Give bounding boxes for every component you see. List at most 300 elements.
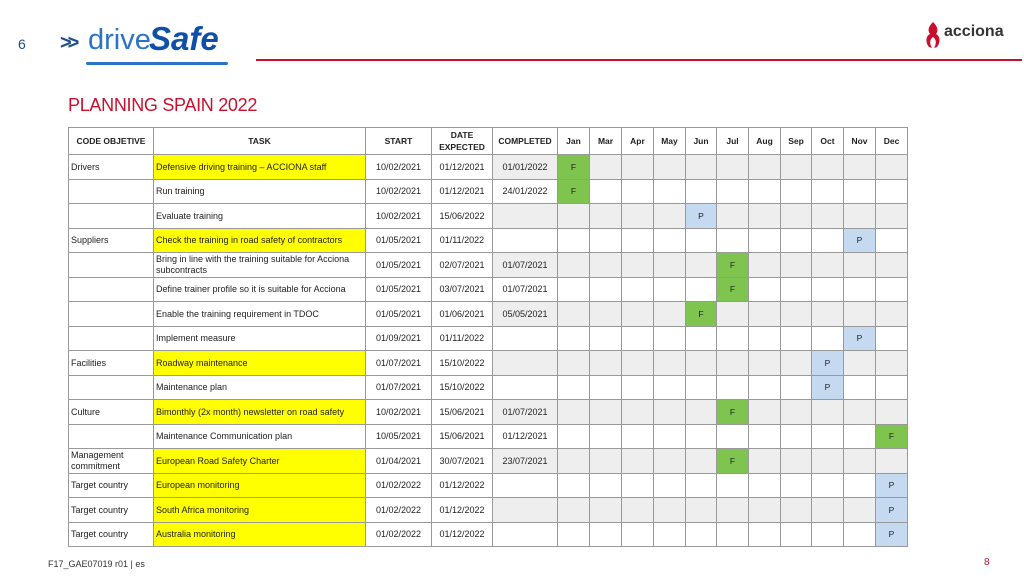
month-cell: [717, 473, 749, 498]
task-cell: Implement measure: [154, 326, 366, 351]
month-cell: [749, 253, 781, 278]
table-row: [69, 326, 908, 351]
start-cell: 10/02/2021: [366, 155, 432, 180]
page-title: PLANNING SPAIN 2022: [68, 95, 258, 115]
status-mark-planned: P: [812, 351, 844, 376]
month-cell: [876, 228, 908, 253]
month-cell: [558, 498, 590, 523]
expected-cell: 01/06/2021: [432, 302, 493, 327]
col-header-completed: COMPLETED: [493, 128, 558, 155]
page-number: 6: [18, 36, 26, 52]
month-cell: [686, 351, 717, 376]
month-cell: [686, 400, 717, 425]
status-mark-planned: P: [876, 522, 908, 547]
month-cell: [781, 400, 812, 425]
col-header-month-dec: Dec: [876, 128, 908, 155]
month-cell: [590, 473, 622, 498]
col-header-month-mar: Mar: [590, 128, 622, 155]
month-cell: [686, 424, 717, 449]
code-cell: Target country: [69, 498, 154, 523]
month-cell: [844, 204, 876, 229]
expected-cell: 15/06/2021: [432, 400, 493, 425]
month-cell: [686, 473, 717, 498]
month-cell: [844, 253, 876, 278]
task-cell: Enable the training requirement in TDOC: [154, 302, 366, 327]
month-cell: [844, 424, 876, 449]
month-cell: [781, 253, 812, 278]
month-cell: [749, 522, 781, 547]
month-cell: [590, 155, 622, 180]
start-cell: 10/02/2021: [366, 179, 432, 204]
month-cell: [876, 449, 908, 474]
month-cell: [558, 375, 590, 400]
footer-doc-code: F17_GAE07019 r01 | es: [48, 559, 145, 569]
month-cell: [558, 326, 590, 351]
month-cell: [749, 424, 781, 449]
month-cell: [749, 326, 781, 351]
header-row: [69, 128, 908, 155]
task-cell: Bimonthly (2x month) newsletter on road safety: [154, 400, 366, 425]
expected-cell: 15/06/2021: [432, 424, 493, 449]
table-row: [69, 204, 908, 229]
month-cell: [686, 326, 717, 351]
header-divider: [256, 59, 1022, 61]
month-cell: [622, 449, 654, 474]
month-cell: [717, 424, 749, 449]
task-cell: Maintenance plan: [154, 375, 366, 400]
logo-underline: [86, 62, 228, 65]
month-cell: [686, 228, 717, 253]
month-cell: [590, 228, 622, 253]
month-cell: [781, 277, 812, 302]
month-cell: [812, 424, 844, 449]
month-cell: [876, 204, 908, 229]
month-cell: [876, 277, 908, 302]
month-cell: [749, 498, 781, 523]
month-cell: [749, 277, 781, 302]
planning-table-body: [69, 155, 908, 547]
month-cell: [812, 449, 844, 474]
month-cell: [622, 351, 654, 376]
month-cell: [844, 302, 876, 327]
month-cell: [558, 302, 590, 327]
acciona-wordmark: acciona: [944, 23, 1004, 40]
table-row: [69, 375, 908, 400]
expected-cell: 01/12/2022: [432, 522, 493, 547]
month-cell: [876, 155, 908, 180]
logo-safe-text: Safe: [149, 20, 219, 57]
month-cell: [686, 179, 717, 204]
month-cell: [622, 473, 654, 498]
completed-cell: [493, 326, 558, 351]
month-cell: [781, 326, 812, 351]
month-cell: [622, 179, 654, 204]
logo-drive-text: drive: [88, 24, 151, 56]
month-cell: [781, 228, 812, 253]
expected-cell: 02/07/2021: [432, 253, 493, 278]
month-cell: [558, 351, 590, 376]
month-cell: [781, 498, 812, 523]
expected-cell: 01/11/2022: [432, 326, 493, 351]
month-cell: [654, 277, 686, 302]
month-cell: [781, 473, 812, 498]
planning-table: [68, 127, 908, 547]
completed-cell: [493, 498, 558, 523]
month-cell: [622, 498, 654, 523]
month-cell: [717, 302, 749, 327]
expected-cell: 01/12/2022: [432, 498, 493, 523]
task-cell: Maintenance Communication plan: [154, 424, 366, 449]
task-cell: South Africa monitoring: [154, 498, 366, 523]
expected-cell: 03/07/2021: [432, 277, 493, 302]
month-cell: [844, 449, 876, 474]
month-cell: [812, 302, 844, 327]
month-cell: [686, 277, 717, 302]
expected-cell: 01/12/2021: [432, 155, 493, 180]
month-cell: [654, 400, 686, 425]
expected-cell: 15/10/2022: [432, 375, 493, 400]
table-row: [69, 522, 908, 547]
month-cell: [622, 375, 654, 400]
status-mark-finished: F: [717, 253, 749, 278]
month-cell: [590, 204, 622, 229]
month-cell: [876, 400, 908, 425]
completed-cell: [493, 375, 558, 400]
table-row: [69, 253, 908, 278]
month-cell: [749, 179, 781, 204]
completed-cell: 01/01/2022: [493, 155, 558, 180]
table-row: [69, 351, 908, 376]
month-cell: [654, 302, 686, 327]
month-cell: [590, 326, 622, 351]
expected-cell: 01/12/2022: [432, 473, 493, 498]
month-cell: [844, 498, 876, 523]
month-cell: [590, 351, 622, 376]
code-cell: [69, 326, 154, 351]
month-cell: [812, 228, 844, 253]
task-cell: Check the training in road safety of contractors: [154, 228, 366, 253]
task-cell: Australia monitoring: [154, 522, 366, 547]
completed-cell: 01/07/2021: [493, 400, 558, 425]
month-cell: [749, 449, 781, 474]
month-cell: [781, 155, 812, 180]
month-cell: [558, 400, 590, 425]
task-cell: Run training: [154, 179, 366, 204]
start-cell: 01/02/2022: [366, 522, 432, 547]
month-cell: [844, 375, 876, 400]
month-cell: [590, 302, 622, 327]
month-cell: [812, 179, 844, 204]
month-cell: [654, 473, 686, 498]
table-row: [69, 424, 908, 449]
month-cell: [558, 253, 590, 278]
col-header-month-jan: Jan: [558, 128, 590, 155]
expected-cell: 01/12/2021: [432, 179, 493, 204]
month-cell: [622, 228, 654, 253]
completed-cell: 01/12/2021: [493, 424, 558, 449]
month-cell: [812, 253, 844, 278]
month-cell: [622, 277, 654, 302]
month-cell: [558, 449, 590, 474]
acciona-logo: [924, 20, 1014, 52]
col-header-month-may: May: [654, 128, 686, 155]
table-row: [69, 449, 908, 474]
month-cell: [622, 400, 654, 425]
month-cell: [812, 400, 844, 425]
month-cell: [686, 375, 717, 400]
start-cell: 01/02/2022: [366, 498, 432, 523]
status-mark-planned: P: [686, 204, 717, 229]
month-cell: [812, 155, 844, 180]
month-cell: [812, 277, 844, 302]
month-cell: [686, 498, 717, 523]
month-cell: [844, 155, 876, 180]
month-cell: [812, 522, 844, 547]
table-row: [69, 277, 908, 302]
table-row: [69, 179, 908, 204]
month-cell: [686, 253, 717, 278]
col-header-start: START: [366, 128, 432, 155]
table-row: [69, 228, 908, 253]
status-mark-finished: F: [876, 424, 908, 449]
month-cell: [781, 351, 812, 376]
start-cell: 10/05/2021: [366, 424, 432, 449]
status-mark-finished: F: [686, 302, 717, 327]
table-row: [69, 400, 908, 425]
table-row: [69, 498, 908, 523]
double-chevron-icon: >>: [60, 32, 76, 54]
table-row: [69, 473, 908, 498]
acciona-mark-icon: [924, 20, 942, 50]
month-cell: [717, 375, 749, 400]
expected-cell: 15/06/2022: [432, 204, 493, 229]
month-cell: [654, 522, 686, 547]
status-mark-planned: P: [844, 326, 876, 351]
month-cell: [876, 253, 908, 278]
code-cell: Target country: [69, 522, 154, 547]
month-cell: [844, 400, 876, 425]
month-cell: [717, 326, 749, 351]
start-cell: 10/02/2021: [366, 204, 432, 229]
month-cell: [749, 228, 781, 253]
month-cell: [654, 326, 686, 351]
month-cell: [558, 204, 590, 229]
col-header-month-aug: Aug: [749, 128, 781, 155]
task-cell: Bring in line with the training suitable for Acciona subcontracts: [154, 253, 366, 278]
month-cell: [844, 473, 876, 498]
month-cell: [781, 375, 812, 400]
month-cell: [686, 155, 717, 180]
month-cell: [749, 351, 781, 376]
month-cell: [654, 375, 686, 400]
month-cell: [781, 424, 812, 449]
start-cell: 01/09/2021: [366, 326, 432, 351]
col-header-month-oct: Oct: [812, 128, 844, 155]
month-cell: [717, 351, 749, 376]
month-cell: [749, 400, 781, 425]
month-cell: [558, 522, 590, 547]
month-cell: [812, 473, 844, 498]
start-cell: 01/07/2021: [366, 351, 432, 376]
month-cell: [558, 277, 590, 302]
code-cell: [69, 302, 154, 327]
col-header-date-expected: DATE EXPECTED: [432, 128, 493, 155]
month-cell: [717, 204, 749, 229]
month-cell: [622, 424, 654, 449]
code-cell: [69, 253, 154, 278]
task-cell: Define trainer profile so it is suitable for Acciona: [154, 277, 366, 302]
status-mark-finished: F: [558, 179, 590, 204]
col-header-task: TASK: [154, 128, 366, 155]
completed-cell: 24/01/2022: [493, 179, 558, 204]
completed-cell: [493, 351, 558, 376]
month-cell: [876, 326, 908, 351]
month-cell: [654, 228, 686, 253]
drivesafe-logo: [58, 18, 228, 70]
status-mark-planned: P: [876, 473, 908, 498]
month-cell: [622, 253, 654, 278]
status-mark-finished: F: [717, 400, 749, 425]
completed-cell: [493, 204, 558, 229]
start-cell: 01/05/2021: [366, 302, 432, 327]
month-cell: [622, 302, 654, 327]
status-mark-finished: F: [717, 449, 749, 474]
status-mark-finished: F: [717, 277, 749, 302]
month-cell: [781, 302, 812, 327]
col-header-code: CODE OBJETIVE: [69, 128, 154, 155]
table-row: [69, 302, 908, 327]
month-cell: [876, 302, 908, 327]
status-mark-planned: P: [844, 228, 876, 253]
month-cell: [654, 449, 686, 474]
task-cell: European monitoring: [154, 473, 366, 498]
expected-cell: 15/10/2022: [432, 351, 493, 376]
month-cell: [590, 498, 622, 523]
month-cell: [844, 351, 876, 376]
start-cell: 01/02/2022: [366, 473, 432, 498]
completed-cell: 01/07/2021: [493, 277, 558, 302]
col-header-month-jul: Jul: [717, 128, 749, 155]
completed-cell: [493, 228, 558, 253]
month-cell: [781, 522, 812, 547]
month-cell: [749, 302, 781, 327]
month-cell: [654, 155, 686, 180]
table-row: [69, 155, 908, 180]
month-cell: [876, 179, 908, 204]
month-cell: [876, 375, 908, 400]
task-cell: Evaluate training: [154, 204, 366, 229]
col-header-month-nov: Nov: [844, 128, 876, 155]
month-cell: [654, 179, 686, 204]
month-cell: [654, 424, 686, 449]
month-cell: [844, 277, 876, 302]
status-mark-planned: P: [812, 375, 844, 400]
month-cell: [622, 155, 654, 180]
completed-cell: 01/07/2021: [493, 253, 558, 278]
month-cell: [717, 522, 749, 547]
month-cell: [749, 204, 781, 229]
code-cell: Culture: [69, 400, 154, 425]
month-cell: [558, 473, 590, 498]
month-cell: [686, 522, 717, 547]
status-mark-planned: P: [876, 498, 908, 523]
month-cell: [749, 375, 781, 400]
month-cell: [876, 351, 908, 376]
month-cell: [717, 228, 749, 253]
month-cell: [844, 179, 876, 204]
month-cell: [844, 522, 876, 547]
col-header-month-apr: Apr: [622, 128, 654, 155]
expected-cell: 30/07/2021: [432, 449, 493, 474]
month-cell: [590, 424, 622, 449]
expected-cell: 01/11/2022: [432, 228, 493, 253]
month-cell: [590, 253, 622, 278]
start-cell: 01/05/2021: [366, 277, 432, 302]
code-cell: Management commitment: [69, 449, 154, 474]
month-cell: [781, 204, 812, 229]
task-cell: European Road Safety Charter: [154, 449, 366, 474]
month-cell: [558, 228, 590, 253]
task-cell: Defensive driving training – ACCIONA staff: [154, 155, 366, 180]
task-cell: Roadway maintenance: [154, 351, 366, 376]
start-cell: 01/04/2021: [366, 449, 432, 474]
completed-cell: [493, 522, 558, 547]
month-cell: [590, 375, 622, 400]
month-cell: [812, 498, 844, 523]
code-cell: [69, 204, 154, 229]
month-cell: [717, 498, 749, 523]
month-cell: [812, 204, 844, 229]
month-cell: [590, 179, 622, 204]
month-cell: [812, 326, 844, 351]
month-cell: [749, 155, 781, 180]
completed-cell: [493, 473, 558, 498]
month-cell: [717, 179, 749, 204]
col-header-month-sep: Sep: [781, 128, 812, 155]
month-cell: [558, 424, 590, 449]
code-cell: Drivers: [69, 155, 154, 180]
start-cell: 01/05/2021: [366, 253, 432, 278]
month-cell: [590, 400, 622, 425]
start-cell: 01/07/2021: [366, 375, 432, 400]
code-cell: Facilities: [69, 351, 154, 376]
month-cell: [686, 449, 717, 474]
code-cell: [69, 375, 154, 400]
month-cell: [781, 449, 812, 474]
code-cell: [69, 179, 154, 204]
month-cell: [654, 351, 686, 376]
start-cell: 10/02/2021: [366, 400, 432, 425]
start-cell: 01/05/2021: [366, 228, 432, 253]
footer-page-number: 8: [984, 557, 990, 568]
month-cell: [717, 155, 749, 180]
month-cell: [590, 277, 622, 302]
month-cell: [654, 498, 686, 523]
month-cell: [654, 253, 686, 278]
code-cell: [69, 424, 154, 449]
month-cell: [590, 522, 622, 547]
status-mark-finished: F: [558, 155, 590, 180]
code-cell: Suppliers: [69, 228, 154, 253]
code-cell: Target country: [69, 473, 154, 498]
month-cell: [749, 473, 781, 498]
col-header-month-jun: Jun: [686, 128, 717, 155]
completed-cell: 05/05/2021: [493, 302, 558, 327]
month-cell: [590, 449, 622, 474]
month-cell: [622, 326, 654, 351]
month-cell: [654, 204, 686, 229]
code-cell: [69, 277, 154, 302]
